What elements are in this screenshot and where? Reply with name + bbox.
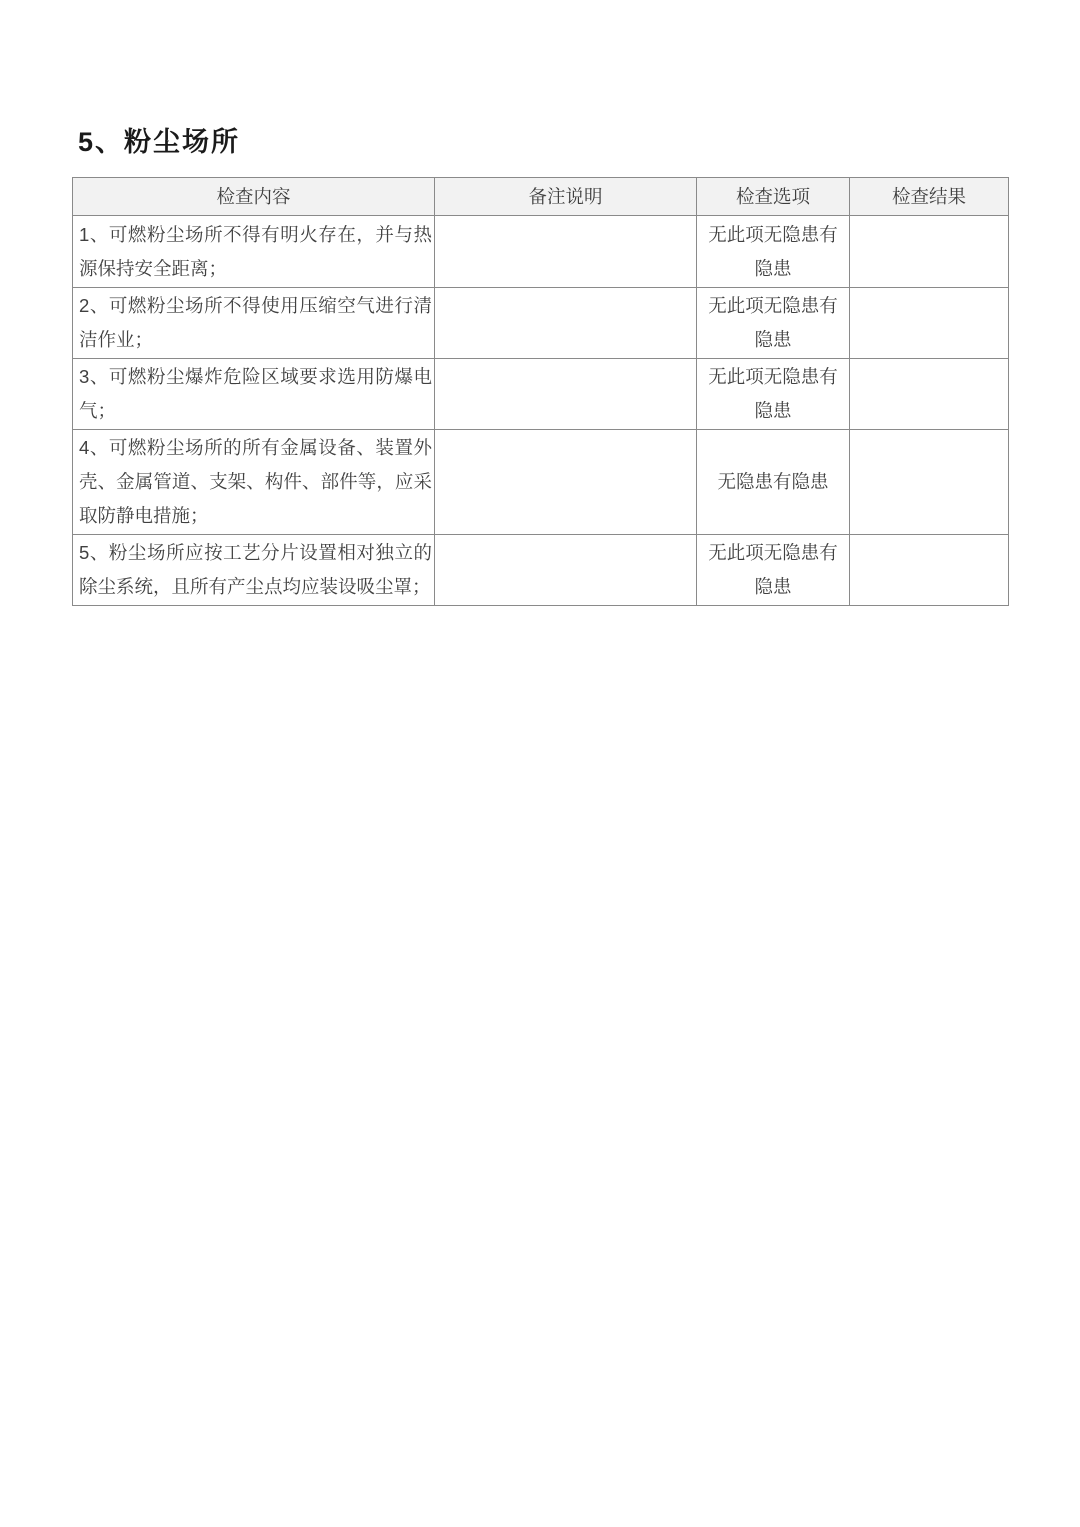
check-options-cell: 无此项无隐患有隐患	[697, 216, 850, 288]
check-options-cell: 无此项无隐患有隐患	[697, 359, 850, 430]
remarks-cell	[435, 430, 697, 535]
header-check-options: 检查选项	[697, 178, 850, 216]
check-content-cell: 5、粉尘场所应按工艺分片设置相对独立的除尘系统，且所有产尘点均应装设吸尘罩；	[73, 535, 435, 606]
table-row	[73, 216, 1009, 288]
check-content-cell: 4、可燃粉尘场所的所有金属设备、装置外壳、金属管道、支架、构件、部件等，应采取防静电措施；	[73, 430, 435, 535]
table-row	[73, 359, 1009, 430]
check-content-cell: 2、可燃粉尘场所不得使用压缩空气进行清洁作业；	[73, 288, 435, 359]
inspection-checklist-table	[72, 177, 1009, 606]
check-options-cell: 无隐患有隐患	[697, 430, 850, 535]
check-content-cell: 1、可燃粉尘场所不得有明火存在，并与热源保持安全距离；	[73, 216, 435, 288]
check-result-cell	[850, 535, 1009, 606]
table-row	[73, 288, 1009, 359]
header-remarks: 备注说明	[435, 178, 697, 216]
check-result-cell	[850, 359, 1009, 430]
header-check-content: 检查内容	[73, 178, 435, 216]
remarks-cell	[435, 535, 697, 606]
check-result-cell	[850, 430, 1009, 535]
check-result-cell	[850, 216, 1009, 288]
remarks-cell	[435, 359, 697, 430]
check-result-cell	[850, 288, 1009, 359]
page-title: 5、粉尘场所	[78, 127, 241, 157]
check-options-cell: 无此项无隐患有隐患	[697, 535, 850, 606]
check-content-cell: 3、可燃粉尘爆炸危险区域要求选用防爆电气；	[73, 359, 435, 430]
table-row	[73, 535, 1009, 606]
table-header-row	[73, 178, 1009, 216]
check-options-cell: 无此项无隐患有隐患	[697, 288, 850, 359]
remarks-cell	[435, 288, 697, 359]
table-row	[73, 430, 1009, 535]
remarks-cell	[435, 216, 697, 288]
header-check-result: 检查结果	[850, 178, 1009, 216]
